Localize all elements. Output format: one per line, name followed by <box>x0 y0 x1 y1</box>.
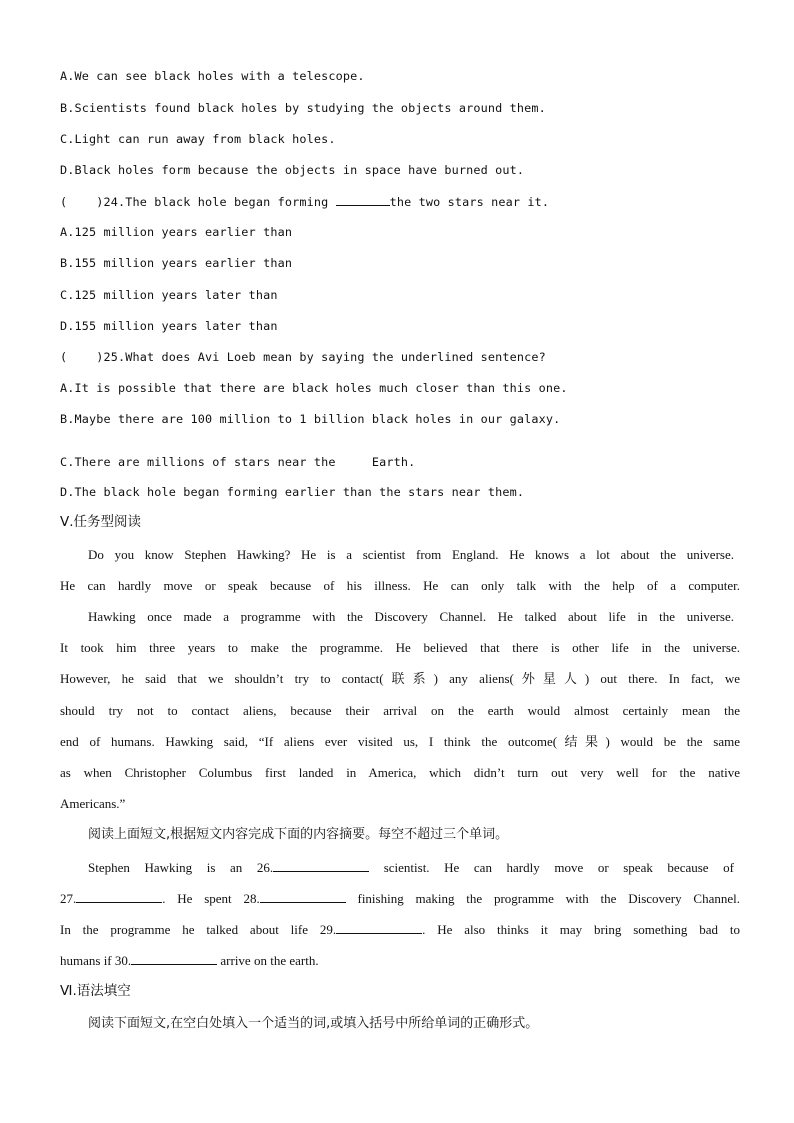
q24-option-c: C.125 million years later than <box>60 288 278 302</box>
q24-stem-after: the two stars near it. <box>389 195 550 209</box>
section-v-title: Ⅴ.任务型阅读 <box>60 514 142 530</box>
q25-option-b: B.Maybe there are 100 million to 1 billion black holes in our galaxy. <box>60 412 561 426</box>
summary-text: finishing making the programme with the Discovery Channel. <box>345 891 740 906</box>
passage-line-2: He can hardly move or speak because of his illness. He can only talk with the help of a computer. <box>60 578 740 593</box>
answer-blank-26[interactable] <box>273 859 369 872</box>
summary-line-1 <box>88 859 734 876</box>
q24-option-b: B.155 million years earlier than <box>60 256 293 270</box>
passage-line-9: Americans.” <box>60 796 126 811</box>
summary-text: 27. <box>60 891 77 906</box>
passage-line-5: However, he said that we shouldn’t try to contact(联系) any aliens(外星人) out there. In fact, we <box>60 671 740 686</box>
passage-line-4: It took him three years to make the programme. He believed that there is other life in the universe. <box>60 640 740 655</box>
summary-text: . He spent 28. <box>162 891 260 906</box>
q24-stem-before: 24.The black hole began forming <box>103 195 336 209</box>
q23-option-a: A.We can see black holes with a telescope. <box>60 69 365 83</box>
summary-text: In the programme he talked about life 29. <box>60 922 337 937</box>
summary-text: humans if 30. <box>60 953 132 968</box>
q24-blank <box>336 193 390 206</box>
summary-line-2 <box>60 890 740 907</box>
section-vi-title: Ⅵ.语法填空 <box>60 983 131 999</box>
section-v-instruction: 阅读上面短文,根据短文内容完成下面的内容摘要。每空不超过三个单词。 <box>88 827 509 842</box>
q25-option-a: A.It is possible that there are black holes much closer than this one. <box>60 381 568 395</box>
passage-line-3: Hawking once made a programme with the Discovery Channel. He talked about life in the universe. <box>88 609 734 624</box>
passage-line-7: end of humans. Hawking said, “If aliens ever visited us, I think the outcome(结果) would be the same <box>60 734 740 749</box>
q23-option-b: B.Scientists found black holes by studying the objects around them. <box>60 101 546 115</box>
answer-blank-29[interactable] <box>336 921 422 934</box>
answer-blank-27[interactable] <box>76 890 162 903</box>
summary-text: Stephen Hawking is an 26. <box>88 860 274 875</box>
passage-line-1: Do you know Stephen Hawking? He is a scientist from England. He knows a lot about the universe. <box>88 547 734 562</box>
passage-line-8: as when Christopher Columbus first landed in America, which didn’t turn out very well for the native <box>60 765 740 780</box>
q23-option-d: D.Black holes form because the objects in space have burned out. <box>60 163 525 177</box>
summary-text: scientist. He can hardly move or speak because of <box>369 860 734 875</box>
q25-stem <box>60 349 740 365</box>
q25-stem-text: 25.What does Avi Loeb mean by saying the underlined sentence? <box>103 350 546 364</box>
passage-line-6: should try not to contact aliens, because their arrival on the earth would almost certainly mean the <box>60 703 740 718</box>
summary-line-3 <box>60 921 740 938</box>
answer-blank-30[interactable] <box>131 952 217 965</box>
answer-paren: ( ) <box>60 195 104 209</box>
summary-text: . He also thinks it may bring something bad to <box>422 922 740 937</box>
summary-line-4 <box>60 952 740 969</box>
q24-stem <box>60 193 740 210</box>
q23-option-c: C.Light can run away from black holes. <box>60 132 336 146</box>
section-vi-instruction: 阅读下面短文,在空白处填入一个适当的词,或填入括号中所给单词的正确形式。 <box>88 1016 539 1031</box>
summary-text: arrive on the earth. <box>217 953 319 968</box>
answer-paren: ( ) <box>60 350 104 364</box>
q24-option-a: A.125 million years earlier than <box>60 225 293 239</box>
q25-option-d: D.The black hole began forming earlier than the stars near them. <box>60 485 525 499</box>
q25-option-c: C.There are millions of stars near the Earth. <box>60 455 416 469</box>
q24-option-d: D.155 million years later than <box>60 319 278 333</box>
answer-blank-28[interactable] <box>260 890 346 903</box>
